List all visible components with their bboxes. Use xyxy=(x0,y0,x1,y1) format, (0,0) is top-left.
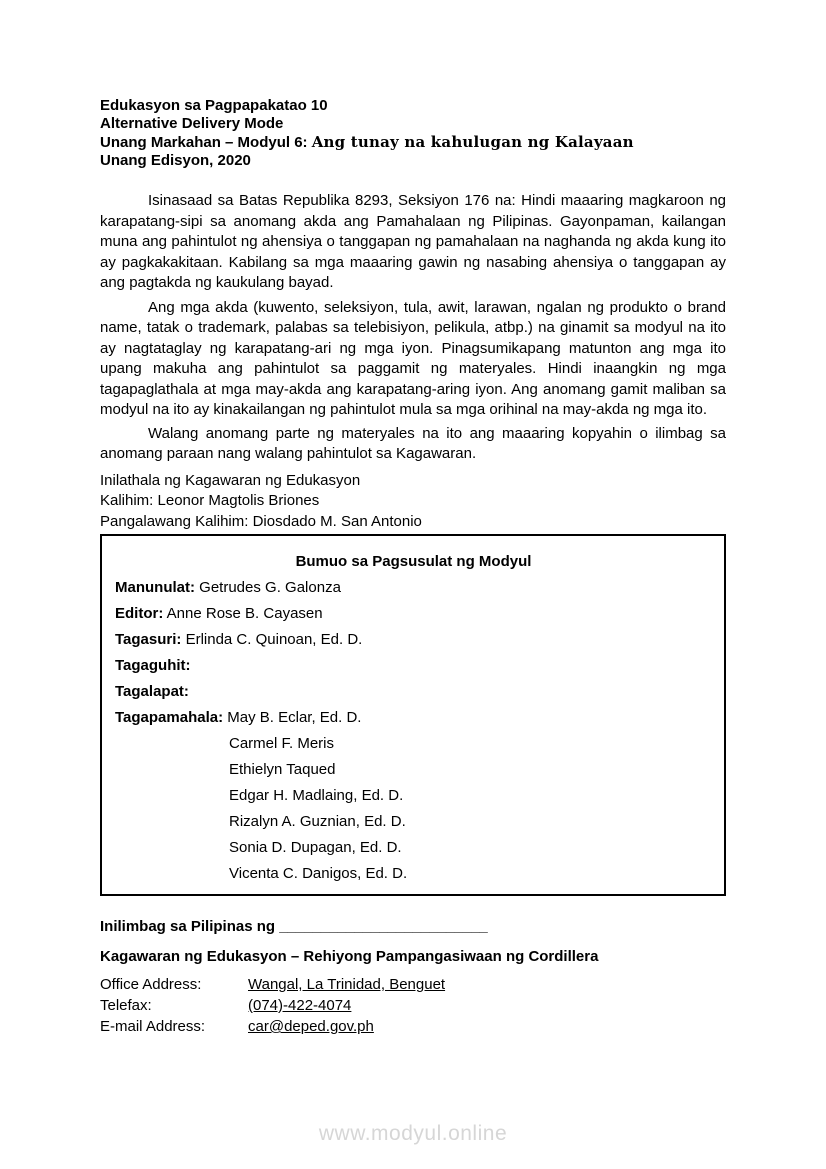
credit-name: Edgar H. Madlaing, Ed. D. xyxy=(229,787,404,804)
credit-row-editor xyxy=(115,601,712,627)
page-content xyxy=(100,97,726,1037)
regional-office-line: Kagawaran ng Edukasyon – Rehiyong Pampangasiwaan ng Cordillera xyxy=(100,947,599,965)
credit-name: Rizalyn A. Guznian, Ed. D. xyxy=(229,813,406,830)
credit-label: Tagalapat: xyxy=(115,683,189,700)
watermark: www.modyul.online xyxy=(318,1122,508,1145)
delivery-mode-line: Alternative Delivery Mode xyxy=(100,115,284,132)
credit-label: Editor: xyxy=(115,605,164,622)
printed-in-line xyxy=(100,917,726,938)
credit-row-tagaguhit xyxy=(115,653,712,679)
contact-row-email xyxy=(100,1016,726,1037)
secretary-line: Kalihim: Leonor Magtolis Briones xyxy=(100,492,320,509)
credit-name: Ethielyn Taqued xyxy=(229,761,336,778)
credits-box xyxy=(100,534,726,896)
contact-info xyxy=(100,974,726,1037)
publisher-line: Inilathala ng Kagawaran ng Edukasyon xyxy=(100,471,361,489)
module-title-text: Ang tunay na kahulugan ng Kalayaan xyxy=(311,133,634,151)
office-address-value: Wangal, La Trinidad, Benguet xyxy=(248,976,446,993)
module-header xyxy=(100,97,726,170)
credit-value: Erlinda C. Quinoan, Ed. D. xyxy=(181,631,363,648)
credit-name: Carmel F. Meris xyxy=(229,735,335,752)
edition-line: Unang Edisyon, 2020 xyxy=(100,152,251,169)
printed-in-label: Inilimbag sa Pilipinas ng xyxy=(100,918,280,935)
credit-value: Getrudes G. Galonza xyxy=(195,579,341,596)
module-subject-line: Edukasyon sa Pagpapakatao 10 xyxy=(100,97,328,114)
credits-box-title: Bumuo sa Pagsusulat ng Modyul xyxy=(295,553,532,570)
undersecretary-line: Pangalawang Kalihim: Diosdado M. San Antonio xyxy=(100,512,422,530)
credit-value: Anne Rose B. Cayasen xyxy=(163,605,323,622)
module-title-line xyxy=(100,133,726,152)
credit-row-tagasuri xyxy=(115,627,712,653)
credit-row-tagapamahala xyxy=(115,705,712,731)
email-value: car@deped.gov.ph xyxy=(248,1018,374,1035)
contact-label: Telefax: xyxy=(100,997,152,1014)
printed-in-blank: _________________________ xyxy=(279,918,488,935)
copyright-paragraph-3: Walang anomang parte ng materyales na ito ang maaaring kopyahin o ilimbag sa anomang paraan nang walang pahintulot sa Kagawaran. xyxy=(100,424,726,462)
copyright-paragraph-1: Isinasaad sa Batas Republika 8293, Seksiyon 176 na: Hindi maaaring magkaroon ng karapatang-sipi sa anomang akda ang Pamahalaan ng Pilipinas. Gayonpaman, kailangan muna ang pahintulot ng ahensiya o tanggapan ng pamahalaan na naghanda ng akda kung ito ay pagkakakitaan. Kabilang sa mga maaaring gawin ng nasabing ahensiya o tanggapan ay ang pagtakda ng kaukulang bayad. xyxy=(100,192,726,291)
publisher-block xyxy=(100,471,726,533)
module-title-prefix: Unang Markahan – Modyul 6: xyxy=(100,134,312,151)
contact-row-office-address xyxy=(100,974,726,995)
telefax-value: (074)-422-4074 xyxy=(248,997,352,1014)
credit-label: Tagapamahala: xyxy=(115,709,224,726)
credit-row-tagalapat xyxy=(115,679,712,705)
credit-name: Vicenta C. Danigos, Ed. D. xyxy=(229,865,408,882)
contact-label: Office Address: xyxy=(100,976,202,993)
credit-row-manunulat xyxy=(115,575,712,601)
credit-value: May B. Eclar, Ed. D. xyxy=(223,709,362,726)
contact-row-telefax xyxy=(100,995,726,1016)
copyright-paragraph-2: Ang mga akda (kuwento, seleksiyon, tula, awit, larawan, ngalan ng produkto o brand name, tatak o trademark, palabas sa telebisiyon, pelikula, atbp.) na ginamit sa modyul na ito ay nagtataglay ng karapatang-ari ng mga iyon. Pinagsumikapang matunton ang mga ito upang makuha ang pahintulot sa paggamit ng materyales. Hindi inaangkin ng mga tagapaglathala at mga may-akda ang karapatang-aring iyon. Ang anomang gamit maliban sa modyul na ito ay kinakailangan ng pahintulot mula sa mga orihinal na may-akda ng mga ito. xyxy=(100,298,726,418)
credit-label: Tagaguhit: xyxy=(115,657,191,674)
credit-name: Sonia D. Dupagan, Ed. D. xyxy=(229,839,402,856)
contact-label: E-mail Address: xyxy=(100,1018,206,1035)
credit-label: Manunulat: xyxy=(115,579,195,596)
credit-label: Tagasuri: xyxy=(115,631,182,648)
